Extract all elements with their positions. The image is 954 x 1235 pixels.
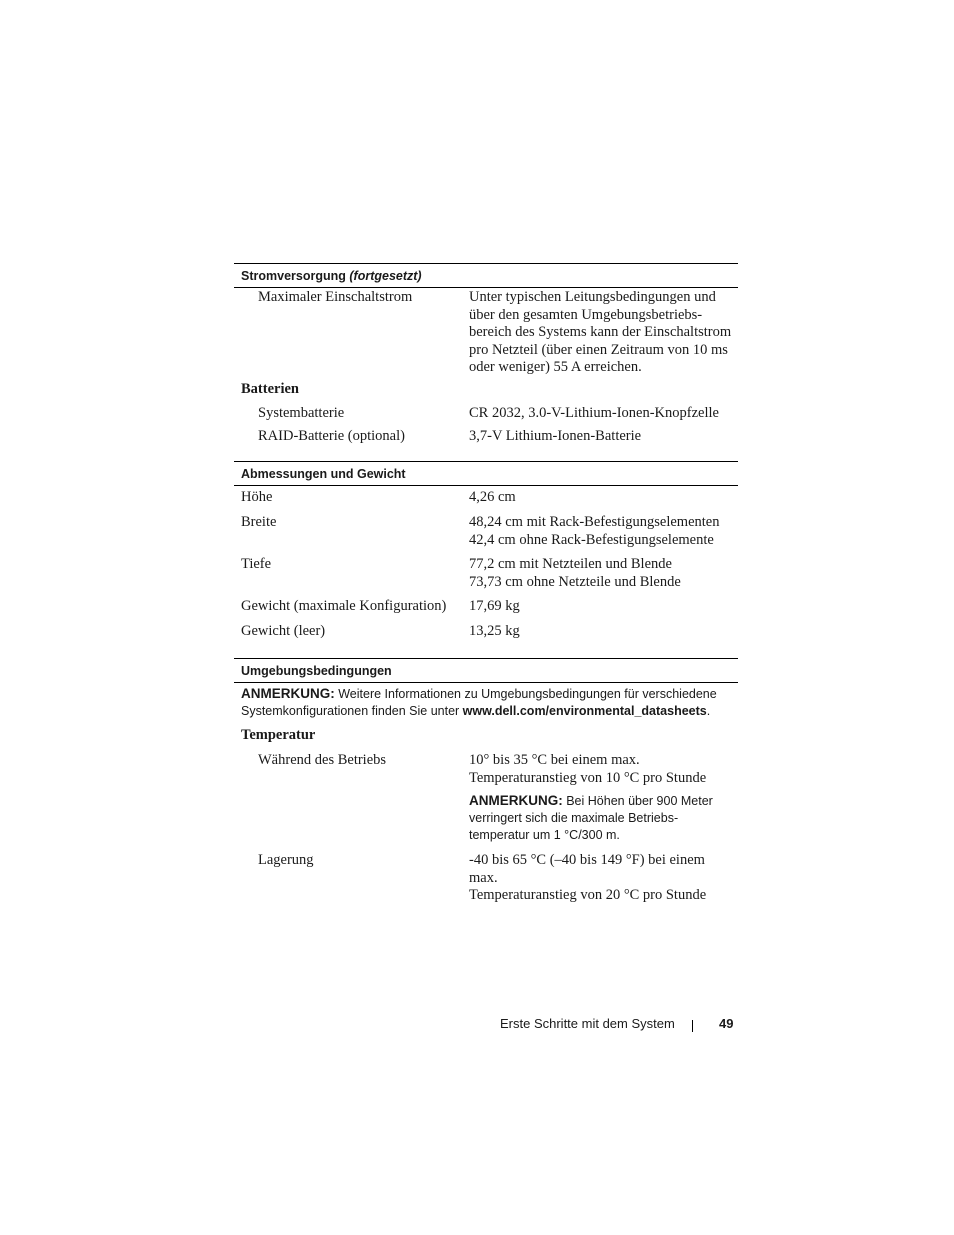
inrush-line: bereich des Systems kann der Einschaltstrom: [469, 324, 732, 340]
operating-note: [469, 792, 739, 844]
storage-label: Lagerung: [258, 852, 314, 868]
inrush-label: Maximaler Einschaltstrom: [258, 289, 413, 305]
system-battery-value: CR 2032, 3.0-V-Lithium-Ionen-Knopfzelle: [469, 405, 719, 421]
raid-battery-value: 3,7-V Lithium-Ionen-Batterie: [469, 428, 642, 444]
environment-note: [241, 685, 741, 720]
weight-max-label: Gewicht (maximale Konfiguration): [241, 598, 447, 614]
weight-empty-value: 13,25 kg: [469, 623, 520, 639]
operating-line: 10° bis 35 °C bei einem max.: [469, 752, 640, 768]
temperature-subheading: Temperatur: [241, 727, 316, 743]
batteries-subheading: Batterien: [241, 381, 299, 397]
raid-battery-label: RAID-Batterie (optional): [258, 428, 405, 444]
operating-label: Während des Betriebs: [258, 752, 387, 768]
note-tag: ANMERKUNG:: [241, 686, 335, 701]
width-line: 48,24 cm mit Rack-Befestigungselementen: [469, 514, 720, 530]
note-text: Weitere Informationen zu Umgebungsbedingungen für verschiedene: [334, 687, 717, 701]
footer-separator: [692, 1020, 693, 1032]
operating-line: Temperaturanstieg von 10 °C pro Stunde: [469, 769, 707, 786]
depth-value: [469, 556, 737, 591]
width-value: [469, 514, 737, 549]
depth-label: Tiefe: [241, 556, 272, 572]
width-line: 42,4 cm ohne Rack-Befestigungselemente: [469, 531, 714, 548]
inrush-line: über den gesamten Umgebungsbetriebs-: [469, 306, 703, 323]
inrush-line: Unter typischen Leitungsbedingungen und: [469, 289, 716, 305]
note-text: Systemkonfigurationen finden Sie unter: [241, 704, 463, 718]
weight-empty-label: Gewicht (leer): [241, 623, 326, 639]
note-text: temperatur um 1 °C/300 m.: [469, 828, 620, 842]
power-section-heading: [234, 263, 738, 288]
power-heading-suffix: (fortgesetzt): [349, 269, 422, 283]
height-label: Höhe: [241, 489, 273, 505]
note-tag: ANMERKUNG:: [469, 793, 563, 808]
storage-value: [469, 852, 737, 905]
height-value: 4,26 cm: [469, 489, 516, 505]
inrush-line: pro Netzteil (über einen Zeitraum von 10 ms: [469, 341, 728, 358]
environment-section-heading: Umgebungsbedingungen: [234, 658, 738, 683]
system-battery-label: Systembatterie: [258, 405, 345, 421]
note-text: .: [706, 704, 711, 718]
dimensions-section-heading: Abmessungen und Gewicht: [234, 461, 738, 486]
inrush-line: oder weniger) 55 A erreichen.: [469, 359, 642, 375]
storage-line: -40 bis 65 °C (–40 bis 149 °F) bei einem max.: [469, 852, 705, 886]
width-label: Breite: [241, 514, 277, 530]
footer-title: Erste Schritte mit dem System: [500, 1016, 675, 1031]
depth-line: 77,2 cm mit Netzteilen und Blende: [469, 556, 672, 572]
note-text: Bei Höhen über 900 Meter: [562, 794, 713, 808]
power-heading-text: Stromversorgung: [241, 269, 346, 283]
note-text: verringert sich die maximale Betriebs-: [469, 811, 679, 825]
weight-max-value: 17,69 kg: [469, 598, 520, 614]
datasheet-link[interactable]: www.dell.com/environmental_datasheets: [462, 704, 707, 718]
inrush-value: [469, 289, 737, 377]
storage-line: Temperaturanstieg von 20 °C pro Stunde: [469, 887, 707, 903]
page-number: 49: [719, 1016, 734, 1031]
operating-value: [469, 752, 737, 787]
depth-line: 73,73 cm ohne Netzteile und Blende: [469, 573, 681, 590]
